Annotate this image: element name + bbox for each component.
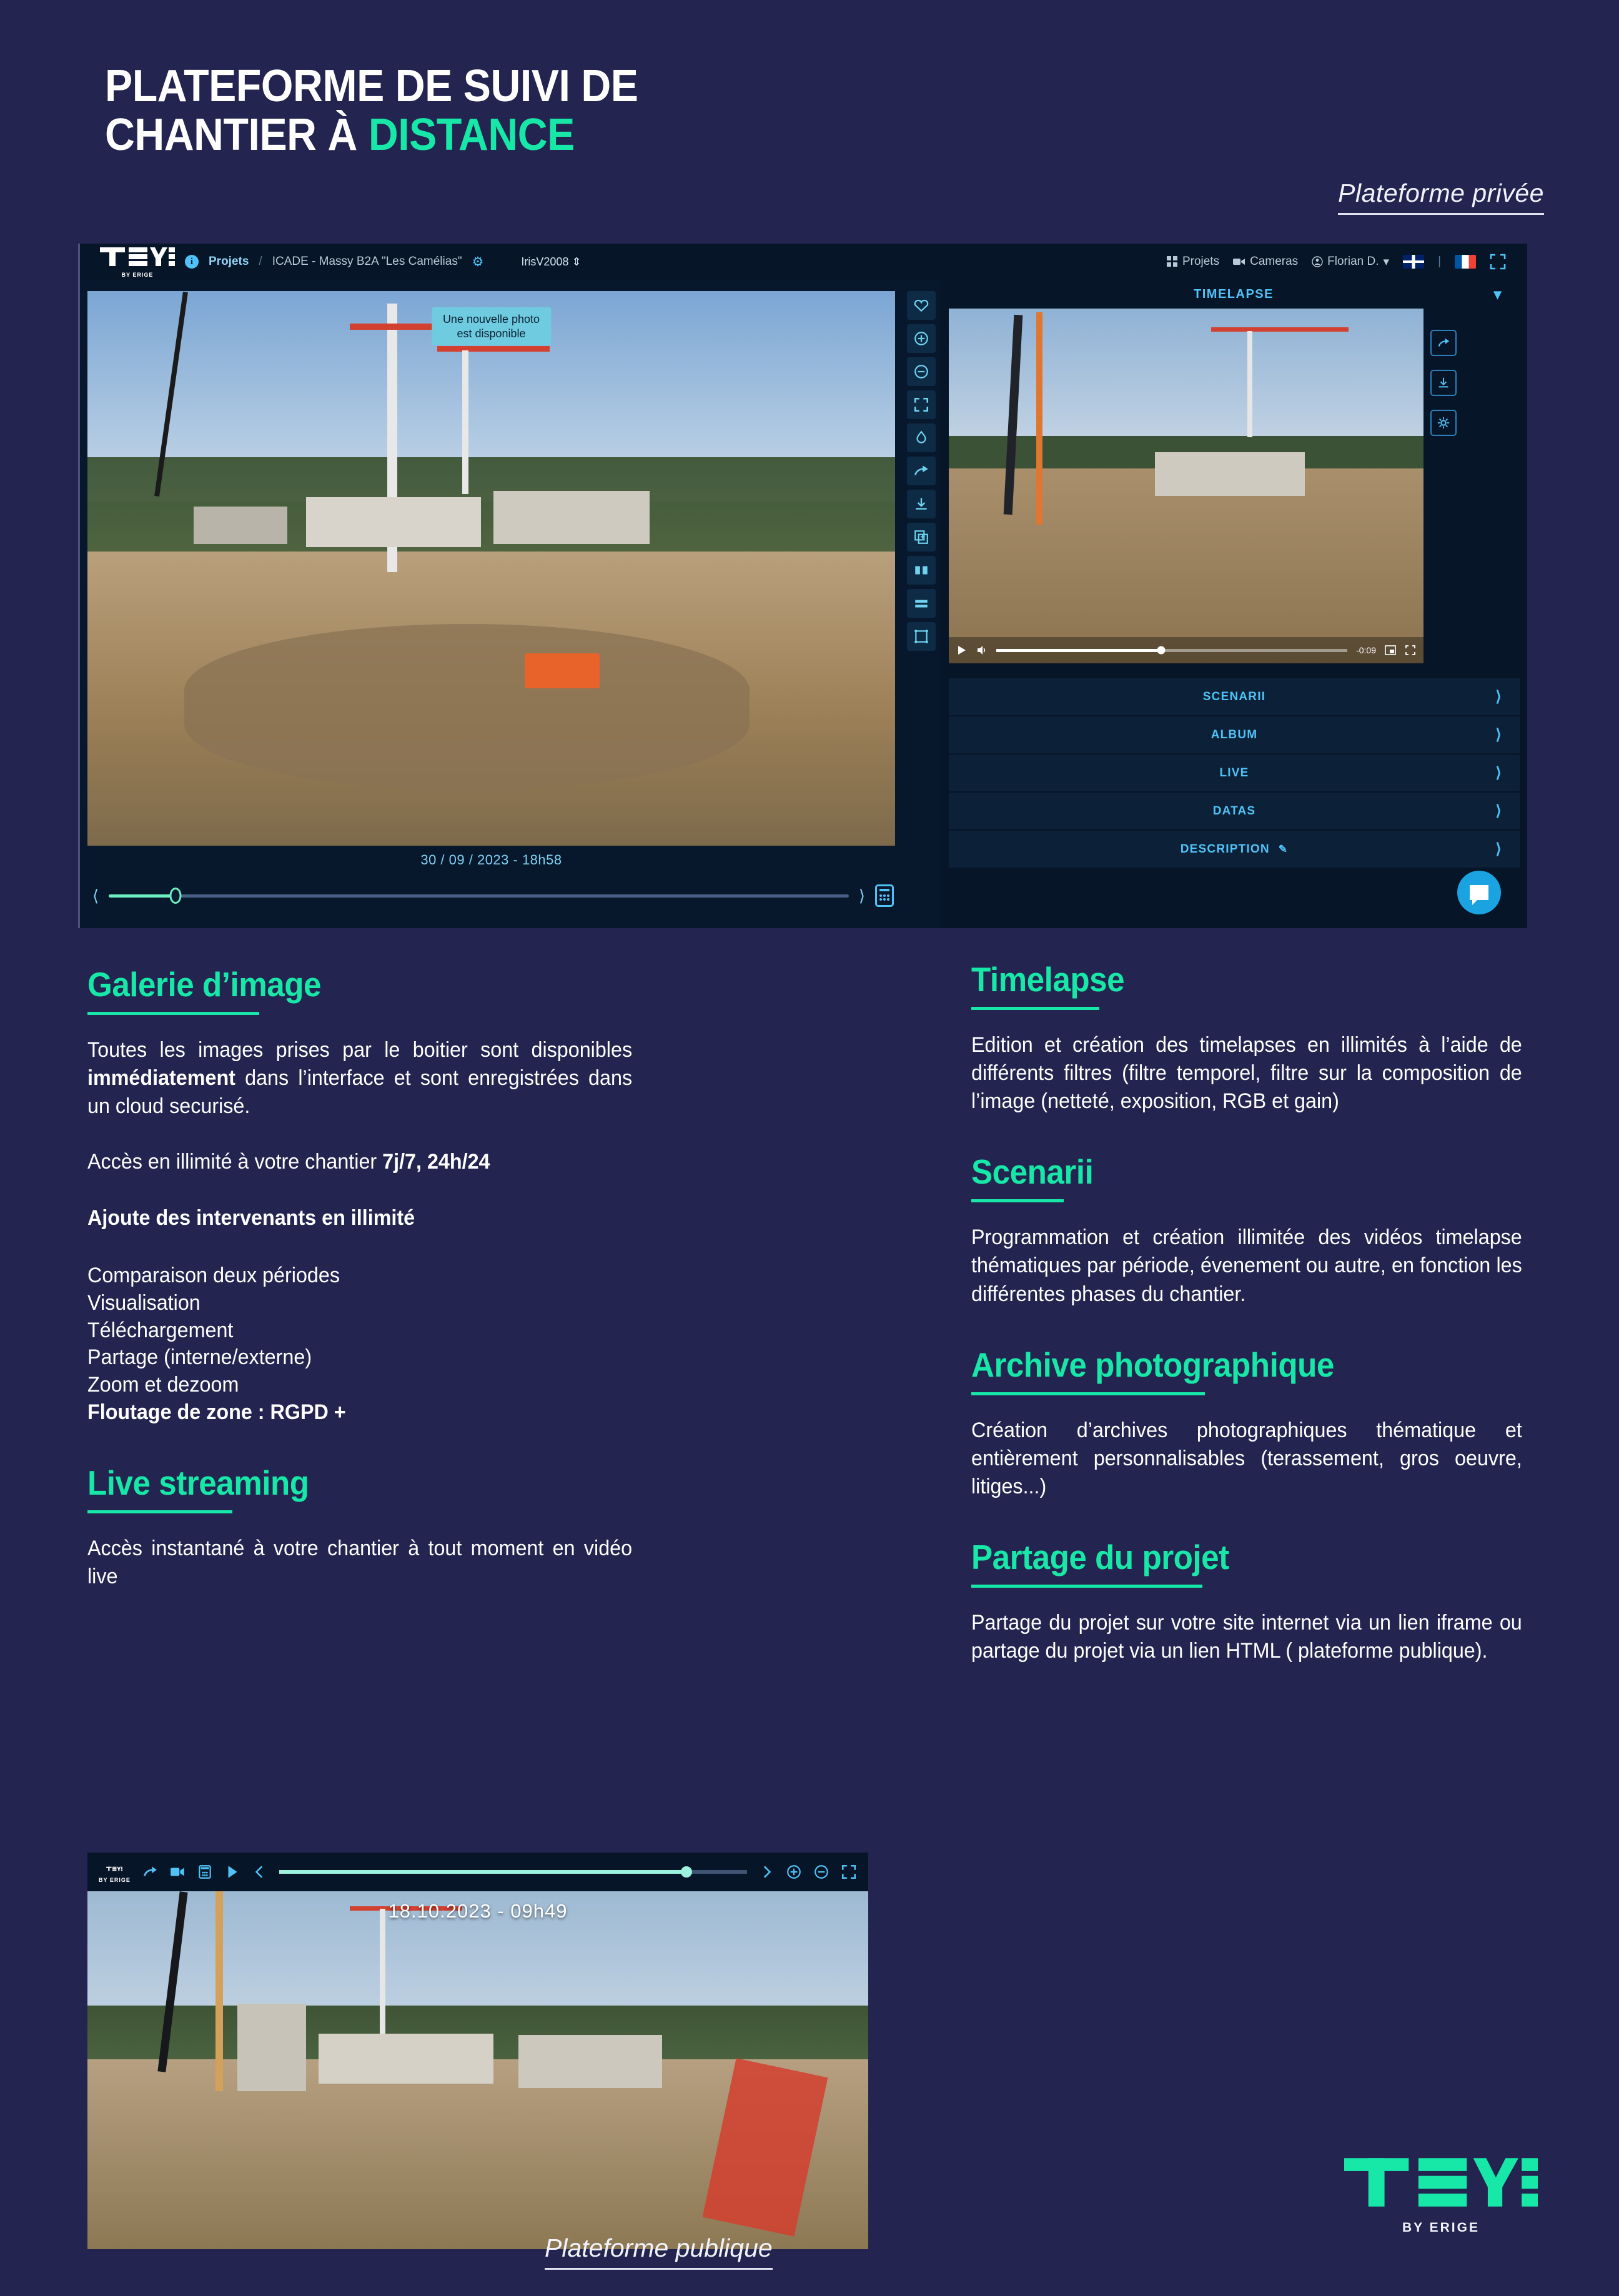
flag-uk-icon[interactable] [1403,255,1424,269]
timelapse-heading: Timelapse [971,960,1125,999]
live-building-2 [518,2035,662,2088]
nav-projets-label: Projets [1182,255,1220,268]
compare-icon[interactable] [907,556,936,585]
live-streaming-rule [87,1510,232,1513]
archive-rule [971,1392,1205,1395]
play-icon[interactable] [224,1864,240,1880]
breadcrumb-root[interactable]: Projets [209,255,249,268]
timelapse-toolbar [1423,309,1463,663]
section-live[interactable] [949,753,1520,791]
photo-crane-jib2 [437,346,550,352]
play-icon[interactable] [956,645,968,656]
fullscreen-icon[interactable] [907,390,936,419]
private-platform-label: Plateforme privée [1338,179,1544,215]
gallery-viewer [80,280,903,928]
section-datas-label: DATAS [1212,804,1256,818]
page-title-line1: PLATEFORME DE SUIVI DE [105,61,638,111]
live-progress-track[interactable] [279,1870,747,1874]
photo-timeline[interactable] [92,884,894,907]
feature-item: Partage (interne/externe) [87,1345,312,1370]
video-progress-track[interactable] [996,649,1347,652]
video-ground [949,468,1423,663]
nav-user[interactable] [1312,255,1389,269]
notification-line2: est disponible [457,327,526,340]
new-photo-notification [432,307,551,345]
archive-body: Création d’archives photographiques thématique et entièrement personnalisables (terassement, gros oeuvre, litiges...) [971,1418,1522,1498]
calendar-icon[interactable] [197,1864,213,1880]
page-title [105,62,638,160]
live-date-overlay: 18.10.2023 - 09h49 [388,1900,568,1922]
download-icon[interactable] [1430,370,1457,396]
timelapse-rule [971,1007,1099,1010]
share-icon[interactable] [907,457,936,485]
galerie-paragraph-1: Toutes les images prises par le boitier sont disponibles immédiatement dans l’interface et sont enregistrées dans un cloud securisé. [87,1037,633,1119]
photo-date: 30 / 09 / 2023 - 18h58 [420,852,562,868]
chevron-right-icon[interactable]: ⟩ [1495,803,1502,819]
left-text-column [87,967,650,1591]
scenarii-heading: Scenarii [971,1152,1094,1192]
main-photo[interactable] [87,291,895,846]
photo-excavation [184,624,750,790]
chevron-right-icon[interactable]: ⟩ [1495,726,1502,743]
section-description-label: DESCRIPTION [1180,842,1270,856]
calendar-icon[interactable] [875,884,894,907]
chevron-right-icon[interactable]: ⟩ [1495,765,1502,781]
timeline-knob[interactable] [169,888,181,904]
scenarii-rule [971,1199,1064,1202]
photo-building-c [194,507,287,544]
teye-logo-subtitle: BY ERIGE [99,1877,131,1883]
page-title-line2: CHANTIER À [105,109,369,160]
timeline-next-icon[interactable]: ⟩ [858,886,865,905]
gallery-toolbar [903,280,940,928]
lang-divider: | [1438,255,1441,268]
live-player-toolbar [87,1853,868,1891]
nav-user-label: Florian D. [1327,255,1379,268]
archive-heading: Archive photographique [971,1345,1334,1384]
layers-icon[interactable] [907,589,936,618]
zoom-out-icon[interactable] [813,1864,829,1880]
live-streaming-body: Accès instantané à votre chantier à tout moment en vidéo live [87,1536,633,1588]
right-panel [940,280,1527,928]
live-photo[interactable] [87,1891,868,2249]
camera-icon [1233,257,1245,267]
live-tower [237,2004,306,2091]
video-icon[interactable] [169,1864,186,1880]
timelapse-panel-header[interactable] [940,280,1527,309]
fullscreen-icon[interactable] [841,1864,857,1880]
section-album[interactable] [949,715,1520,753]
volume-icon[interactable] [976,645,988,656]
footer-logo [1344,2154,1538,2235]
right-text-column [971,962,1540,1665]
photo-crane-mast2 [462,350,468,494]
partage-heading: Partage du projet [971,1538,1229,1577]
chevron-right-icon[interactable]: ⟩ [1495,841,1502,858]
live-crane-mast [215,1891,223,2091]
feature-item: Visualisation [87,1290,201,1315]
footer-logo-subtitle: BY ERIGE [1402,2220,1480,2235]
video-time-remaining: -0:09 [1356,645,1376,655]
user-icon [1312,256,1323,267]
feature-item-rgpd: Floutage de zone : RGPD + [87,1400,346,1425]
topbar-right-menu [1167,254,1527,270]
gear-icon[interactable]: ⚙ [472,254,484,269]
chevron-down-icon: ▾ [1383,255,1390,269]
live-progress-knob[interactable] [681,1866,692,1878]
info-icon[interactable]: i [185,255,199,269]
video-crane-jib [1211,327,1349,332]
video-crane-mast [1036,312,1042,525]
timeline-fill [109,894,176,898]
notification-line1: Une nouvelle photo [442,313,540,325]
galerie-paragraph-3: Ajoute des intervenants en illimité [87,1205,415,1230]
nav-projets[interactable] [1167,255,1219,269]
video-progress-fill [996,649,1161,652]
video-controls[interactable] [949,637,1423,663]
grid-icon [1167,256,1178,267]
section-live-label: LIVE [1219,766,1249,779]
flag-fr-icon[interactable] [1455,255,1476,269]
chevron-down-icon[interactable]: ▾ [1493,285,1502,303]
section-description[interactable] [949,829,1520,868]
zoom-in-icon[interactable] [786,1864,802,1880]
version-selector[interactable]: IrisV2008 ⇕ [521,255,582,268]
photo-building-a [306,497,481,547]
app-screenshot-private [78,244,1527,928]
chat-bubble-icon[interactable] [1457,871,1501,914]
add-to-album-icon[interactable] [907,523,936,552]
droplet-icon[interactable] [907,423,936,452]
app-topbar [80,244,1527,280]
panel-sections [940,677,1527,868]
feature-item: Comparaison deux périodes [87,1263,340,1287]
chevron-right-icon[interactable]: ⟩ [1495,688,1502,705]
photo-machine [525,653,600,688]
edit-pencil-icon[interactable]: ✎ [1278,843,1289,855]
app-screenshot-public [87,1853,868,2249]
nav-cameras[interactable] [1233,255,1298,269]
partage-rule [971,1585,1202,1588]
teye-logo-subtitle: BY ERIGE [121,271,154,278]
nav-cameras-label: Cameras [1250,255,1299,268]
teye-logo-mark [1344,2154,1538,2211]
feature-item: Téléchargement [87,1318,234,1342]
live-crane-mast2 [380,1909,385,2052]
chevron-right-icon[interactable] [758,1864,775,1880]
chevron-left-icon[interactable] [252,1864,268,1880]
heart-icon[interactable] [907,291,936,320]
picture-in-picture-icon[interactable] [1385,645,1396,656]
video-building [1155,452,1305,496]
scenarii-body: Programmation et création illimitée des vidéos timelapse thématiques par période, évenement ou autre, en fonction les différentes phases du chantier. [971,1225,1522,1306]
teye-logo [100,246,175,278]
live-building [319,2034,493,2084]
partage-body: Partage du projet sur votre site internet via un lien iframe ou partage du projet via un lien HTML ( plateforme publique). [971,1610,1522,1663]
page-title-accent: DISTANCE [368,109,575,160]
breadcrumb-project[interactable]: ICADE - Massy B2A "Les Camélias" [272,255,462,268]
zoom-out-icon[interactable] [907,357,936,386]
timelapse-video[interactable] [949,309,1423,663]
galerie-paragraph-2: Accès en illimité à votre chantier 7j/7, 24h/24 [87,1150,490,1174]
fullscreen-icon[interactable] [1490,254,1506,270]
timeline-prev-icon[interactable]: ⟨ [92,886,99,905]
download-icon[interactable] [907,490,936,518]
section-scenarii[interactable] [949,677,1520,715]
photo-building-b [493,491,650,544]
breadcrumb-separator: / [259,255,262,268]
public-platform-label: Plateforme publique [545,2234,773,2270]
video-progress-knob[interactable] [1157,646,1166,655]
crop-icon[interactable] [907,622,936,651]
section-album-label: ALBUM [1211,728,1258,741]
galerie-rule [87,1012,259,1015]
video-crane-mast2 [1247,331,1252,437]
section-scenarii-label: SCENARII [1202,690,1266,703]
feature-item: Zoom et dezoom [87,1373,239,1397]
galerie-heading: Galerie d’image [87,965,321,1004]
fullscreen-icon[interactable] [1405,645,1416,656]
share-icon[interactable] [142,1864,158,1880]
teye-logo [99,1861,131,1883]
timeline-track[interactable] [109,894,849,898]
zoom-in-icon[interactable] [907,324,936,353]
timelapse-body: Edition et création des timelapses en illimités à l’aide de différents filtres (filtre temporel, filtre sur la composition de l’image (netteté, exposition, RGB et gain) [971,1032,1522,1114]
share-icon[interactable] [1430,330,1457,356]
section-datas[interactable] [949,791,1520,829]
live-progress-fill [279,1870,686,1874]
settings-icon[interactable] [1430,410,1457,436]
timelapse-title: TIMELAPSE [1194,287,1274,301]
live-streaming-heading: Live streaming [87,1463,309,1502]
